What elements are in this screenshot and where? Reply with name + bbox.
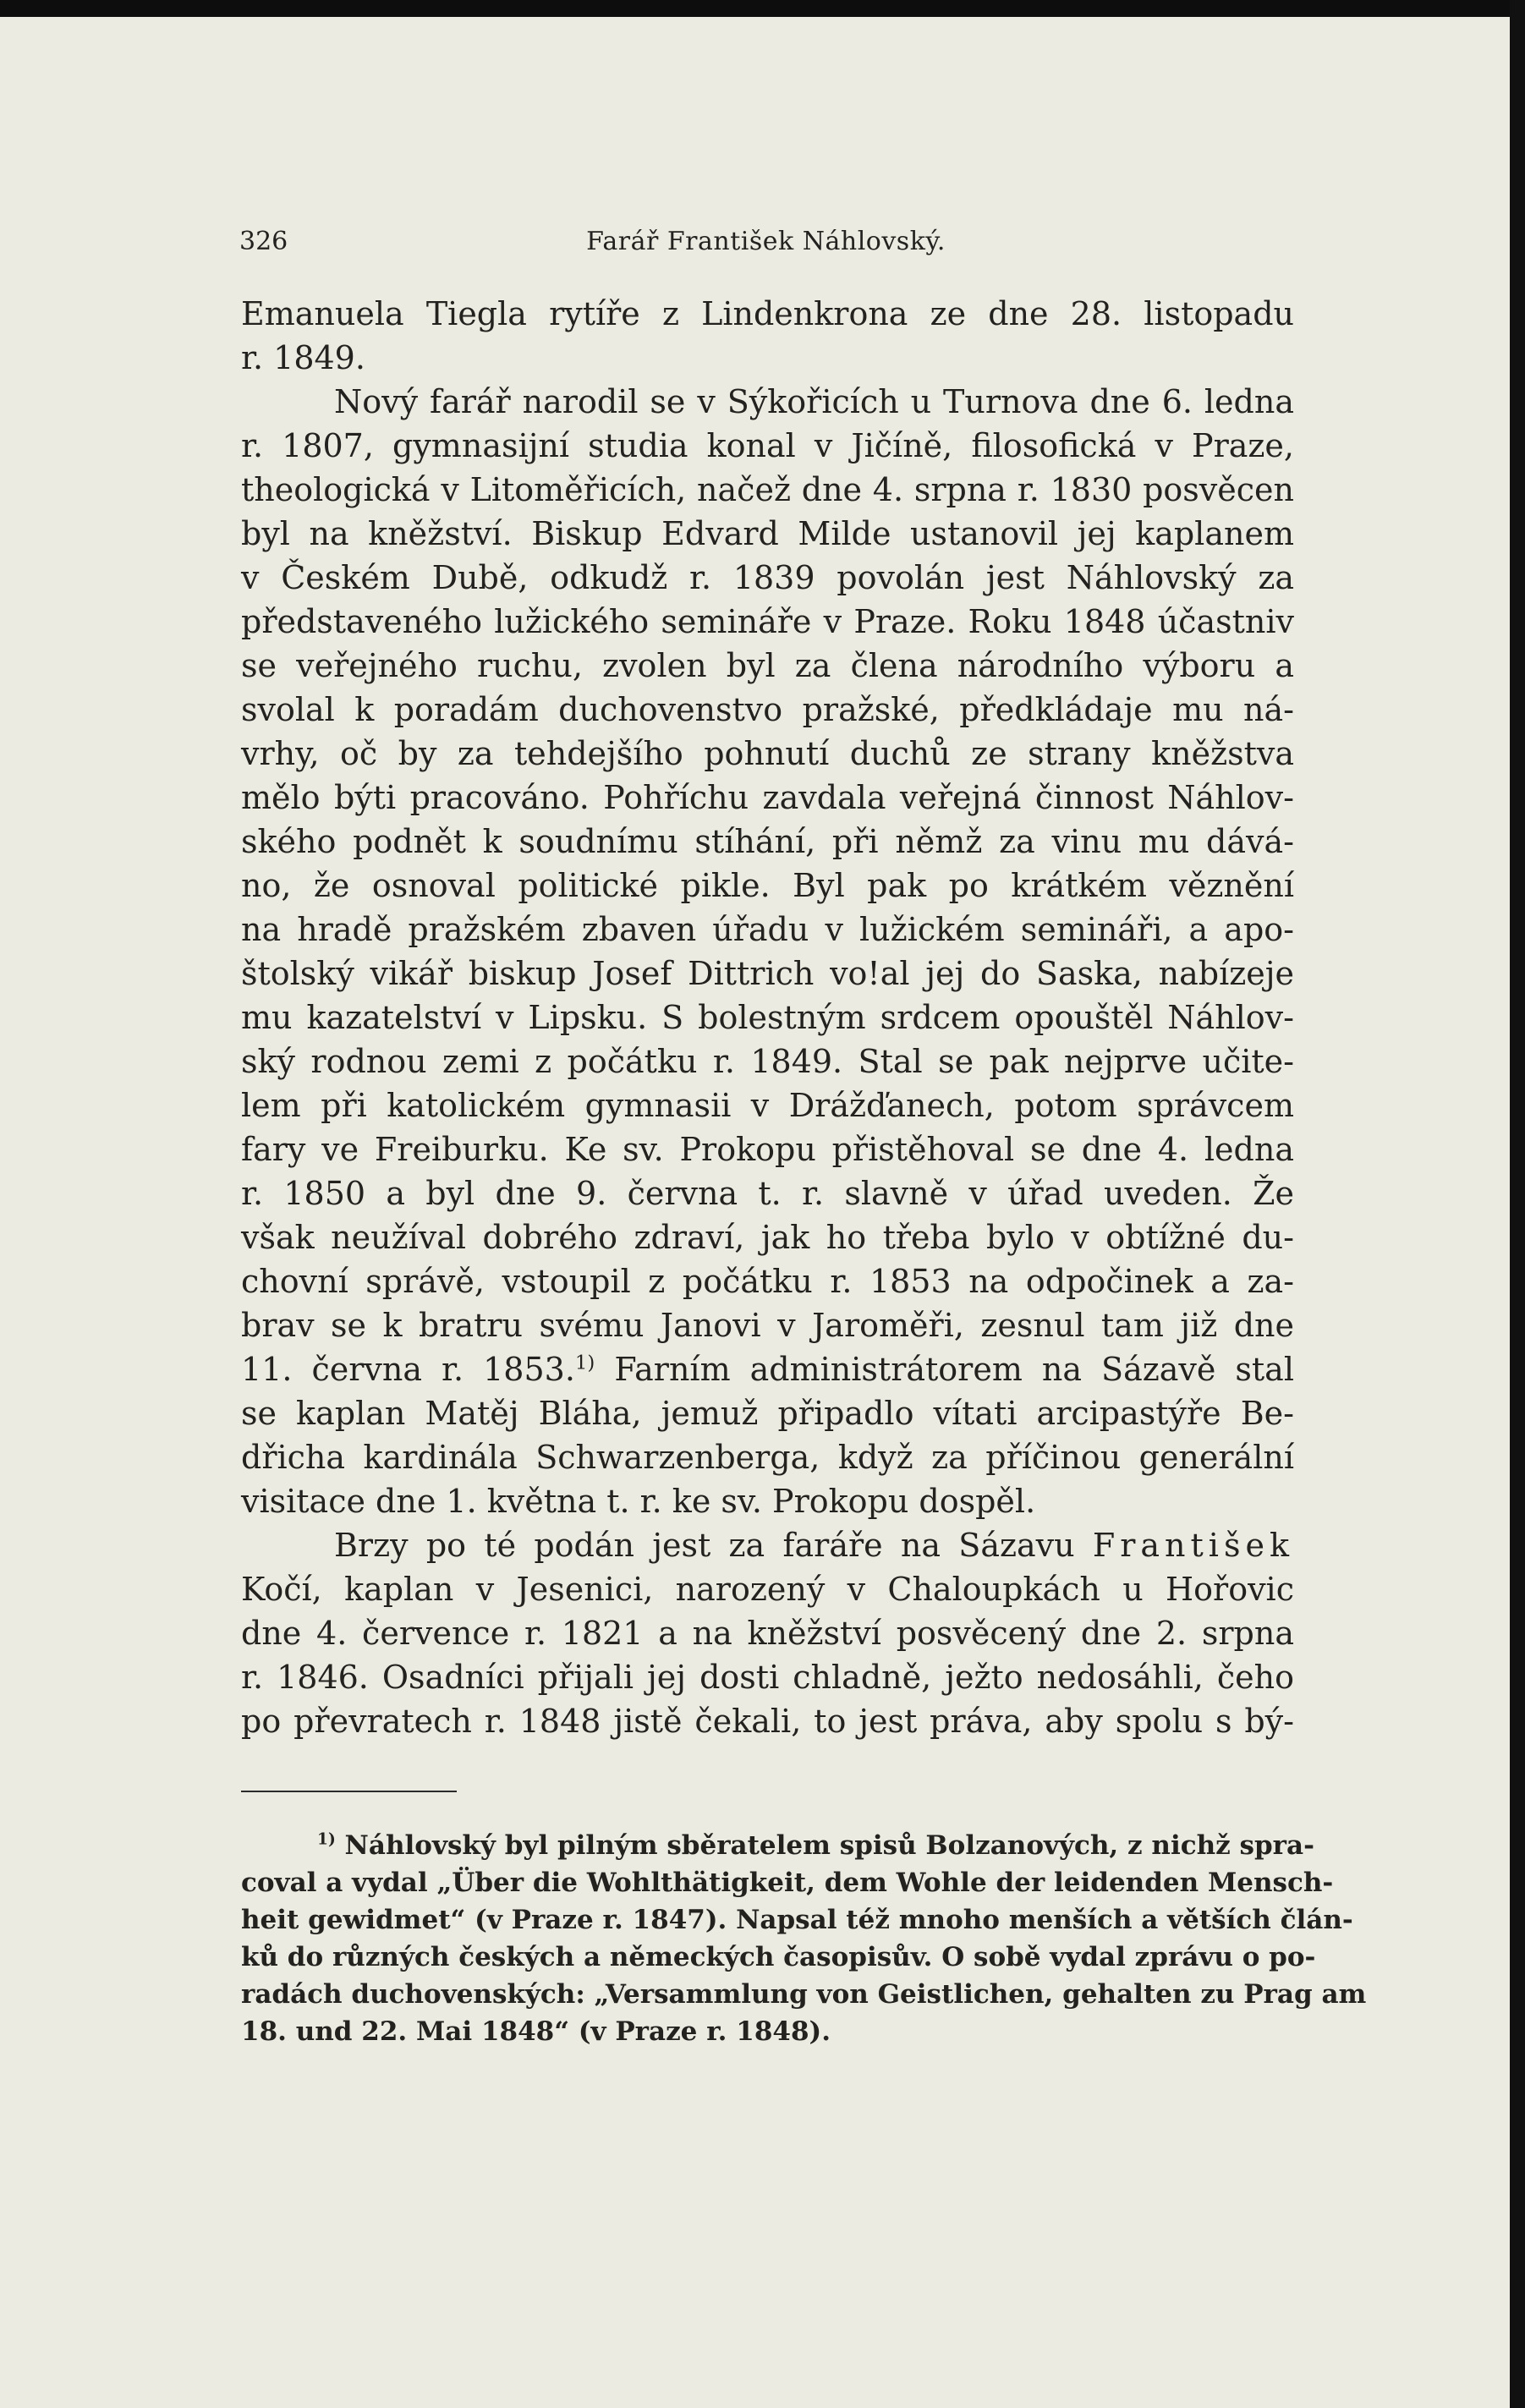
footnotes: [241, 1827, 1367, 2050]
scan-border-top: [0, 0, 1525, 17]
footnote-reference[interactable]: 1): [574, 1352, 595, 1374]
text-line: Kočí, kaplan v Jesenici, narozený v Chaloupkách u Hořovic: [241, 1571, 1294, 1608]
running-title: Farář František Náhlovský.: [586, 227, 946, 256]
text-fragment: 11. června r. 1853.: [241, 1351, 575, 1388]
footnote-line: radách duchovenských: „Versammlung von Geistlichen, gehalten zu Prag am: [241, 1979, 1367, 2010]
spaced-name: František: [1092, 1527, 1294, 1564]
text-line: mělo býti pracováno. Pohříchu zavdala veřejná činnost Náhlov-: [241, 779, 1294, 816]
footnote-line: ků do různých českých a německých časopisův. O sobě vydal zprávu o po-: [241, 1942, 1316, 1972]
text-line: lem při katolickém gymnasii v Drážďanech, potom správcem: [241, 1087, 1294, 1124]
text-line: na hradě pražském zbaven úřadu v lužickém semináři, a apo-: [241, 911, 1294, 948]
footnote-line: 18. und 22. Mai 1848“ (v Praze r. 1848).: [241, 2016, 831, 2047]
footnote-line: heit gewidmet“ (v Praze r. 1847). Napsal též mnoho menších a větších člán-: [241, 1905, 1353, 1935]
text-line: mu kazatelství v Lipsku. S bolestným srdcem opouštěl Náhlov-: [241, 999, 1294, 1036]
footnote-line: [241, 1827, 1314, 1864]
text-line: Nový farář narodil se v Sýkořicích u Turnova dne 6. ledna: [334, 383, 1294, 420]
footnote-marker: 1): [317, 1830, 336, 1849]
text-line: po převratech r. 1848 jistě čekali, to jest práva, aby spolu s bý-: [241, 1703, 1294, 1740]
footnote-line: coval a vydal „Über die Wohlthätigkeit, dem Wohle der leidenden Mensch-: [241, 1868, 1334, 1898]
text-line: ského podnět k soudnímu stíhání, při němž za vinu mu dává-: [241, 823, 1294, 860]
text-line: r. 1846. Osadníci přijali jej dosti chladně, ježto nedosáhli, čeho: [241, 1659, 1294, 1696]
text-line: se kaplan Matěj Bláha, jemuž připadlo vítati arcipastýře Be-: [241, 1395, 1294, 1432]
text-line: vrhy, oč by za tehdejšího pohnutí duchů ze strany kněžstva: [241, 735, 1294, 772]
text-fragment: Farním administrátorem na Sázavě stal: [614, 1351, 1294, 1388]
text-line: představeného lužického semináře v Praze. Roku 1848 účastniv: [241, 603, 1294, 640]
text-line: dne 4. července r. 1821 a na kněžství posvěcený dne 2. srpna: [241, 1615, 1294, 1652]
text-line: dřicha kardinála Schwarzenberga, když za příčinou generální: [241, 1439, 1294, 1476]
text-line: štolský vikář biskup Josef Dittrich vo!al jej do Saska, nabízeje: [241, 955, 1294, 992]
text-line: svolal k poradám duchovenstvo pražské, předkládaje mu ná-: [241, 691, 1294, 728]
text-line: no, že osnoval politické pikle. Byl pak po krátkém věznění: [241, 867, 1294, 904]
text-line: [241, 1523, 1294, 1567]
text-line: v Českém Dubě, odkudž r. 1839 povolán jest Náhlovský za: [241, 559, 1294, 596]
text-line: brav se k bratru svému Janovi v Jaroměři, zesnul tam již dne: [241, 1307, 1294, 1344]
text-line: r. 1850 a byl dne 9. června t. r. slavně v úřad uveden. Že: [241, 1175, 1294, 1212]
text-line: Emanuela Tiegla rytíře z Lindenkrona ze dne 28. listopadu: [241, 295, 1294, 332]
page-number: 326: [239, 227, 288, 256]
text-line: theologická v Litoměřicích, načež dne 4. srpna r. 1830 posvěcen: [241, 471, 1294, 508]
text-line: byl na kněžství. Biskup Edvard Milde ustanovil jej kaplanem: [241, 515, 1294, 552]
text-fragment: Náhlovský byl pilným sběratelem spisů Bolzanových, z nichž spra-: [344, 1830, 1314, 1861]
page-header: [239, 227, 1292, 261]
scan-border-right: [1510, 0, 1525, 2408]
text-line: chovní správě, vstoupil z počátku r. 1853 na odpočinek a za-: [241, 1263, 1294, 1300]
text-line: ský rodnou zemi z počátku r. 1849. Stal se pak nejprve učite-: [241, 1043, 1294, 1080]
text-line: však neužíval dobrého zdraví, jak ho třeba bylo v obtížné du-: [241, 1219, 1294, 1256]
text-line: visitace dne 1. května t. r. ke sv. Prokopu dospěl.: [241, 1483, 1036, 1520]
text-line: r. 1807, gymnasijní studia konal v Jičíně, filosofická v Praze,: [241, 427, 1294, 464]
text-line: [241, 1347, 1294, 1391]
text-line: r. 1849.: [241, 339, 365, 376]
text-line: se veřejného ruchu, zvolen byl za člena národního výboru a: [241, 647, 1294, 684]
main-text: [241, 292, 1294, 1743]
footnote-separator: [241, 1791, 457, 1792]
text-line: fary ve Freiburku. Ke sv. Prokopu přistěhoval se dne 4. ledna: [241, 1131, 1294, 1168]
text-fragment: Brzy po té podán jest za faráře na Sázavu: [334, 1527, 1075, 1564]
